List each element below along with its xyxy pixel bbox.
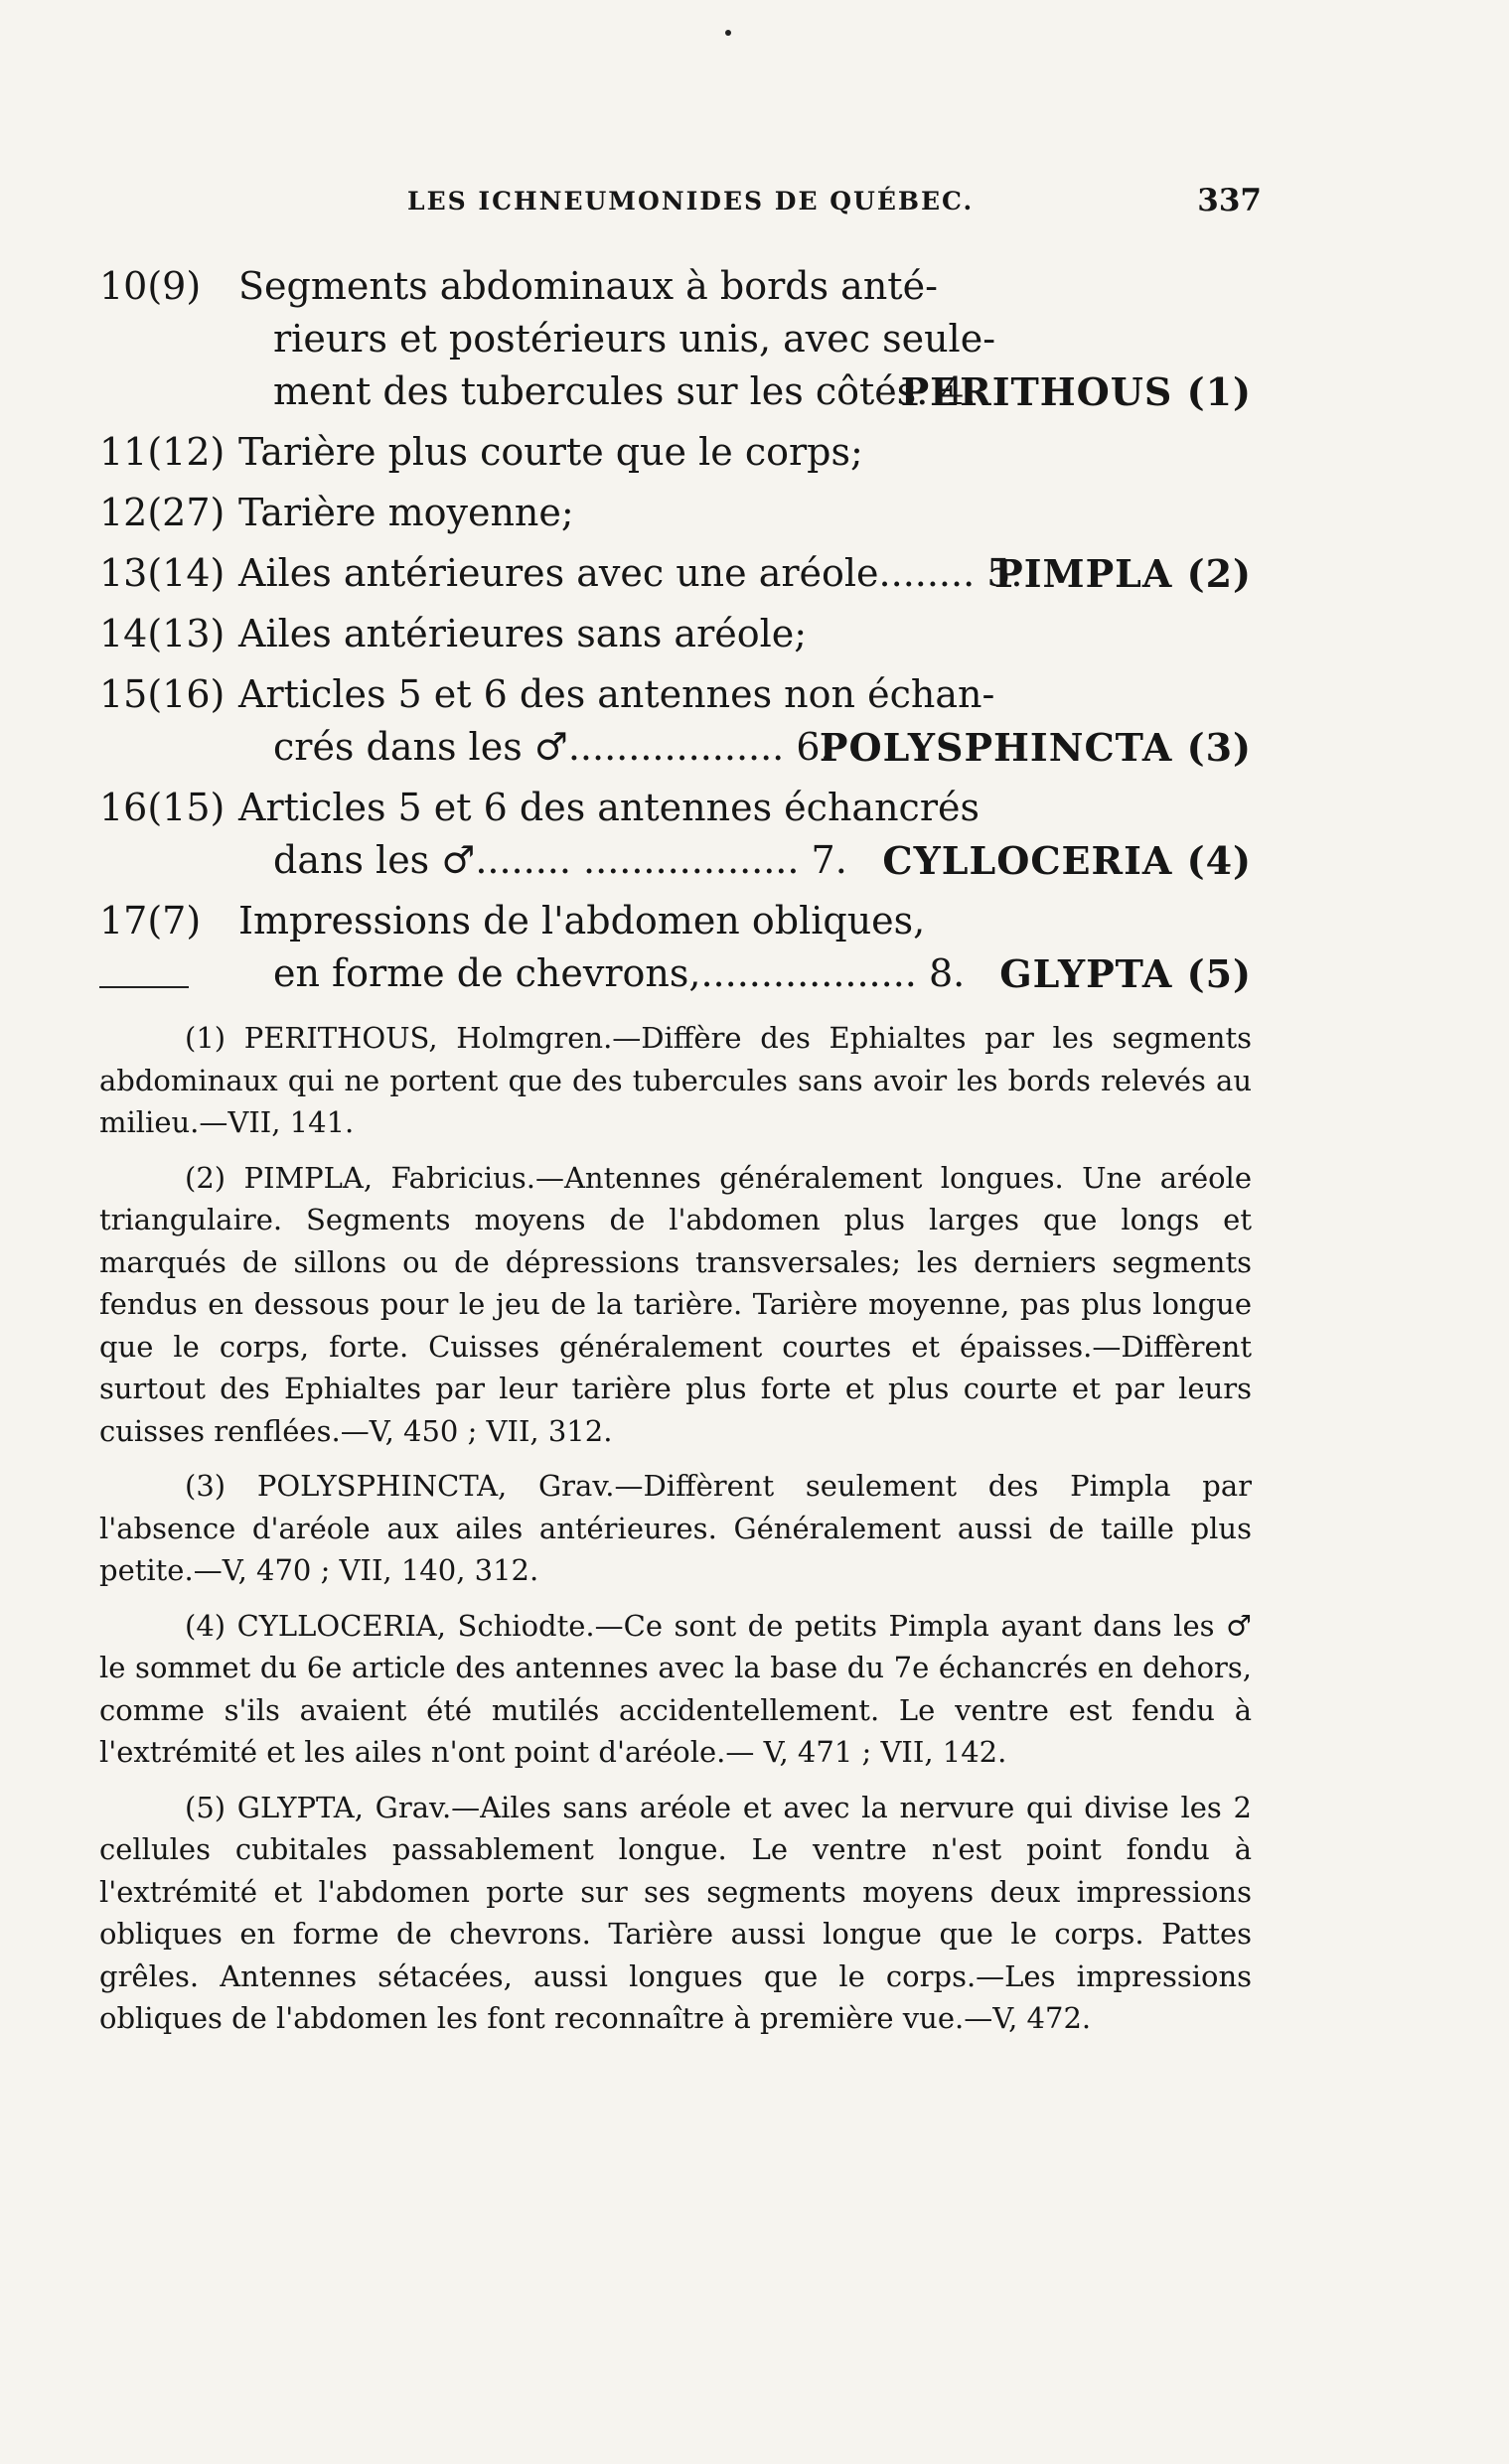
footnote xyxy=(99,1465,1252,1592)
key-entry xyxy=(99,895,1252,1008)
running-header xyxy=(407,183,1262,230)
key-line xyxy=(99,721,1252,774)
genus-name: POLYSPHINCTA (3) xyxy=(819,725,1252,770)
key-number: 16(15) xyxy=(99,786,226,829)
key-entry xyxy=(99,260,1252,426)
key-text: rieurs et postérieurs unis, avec seule- xyxy=(273,317,996,361)
key-text: Segments abdominaux à bords anté- xyxy=(238,264,938,308)
key-text: ment des tubercules sur les côtés. 4. xyxy=(273,369,977,413)
key-entry xyxy=(99,608,1252,668)
key-number: 14(13) xyxy=(99,612,226,655)
footnote xyxy=(99,1605,1252,1774)
footnote-text: (5) GLYPTA, Grav.—Ailes sans aréole et avec la nervure qui divise les 2 cellules cubitales passablement longue. Le ventre n'est point fondu à l'extrémité et l'abdomen porte sur ses segments moyens deux impressions obliques en forme de chevrons. Tarière aussi longue que le corps. Pattes grêles. Antennes sétacées, aussi longues que le corps.—Les impressions obliques de l'abdomen les font reconnaître à première vue.—V, 472. xyxy=(99,1790,1252,2035)
key-line xyxy=(99,668,1252,721)
key-line xyxy=(99,782,1252,834)
key-text: Articles 5 et 6 des antennes échancrés xyxy=(238,786,980,829)
identification-key xyxy=(99,260,1252,1008)
key-line xyxy=(99,313,1252,365)
footnote xyxy=(99,1017,1252,1144)
key-line xyxy=(99,608,1252,660)
key-text: dans les ♂........ .................. 7. xyxy=(273,838,847,882)
key-entry xyxy=(99,487,1252,547)
genus-name: CYLLOCERIA (4) xyxy=(882,838,1252,883)
key-text: en forme de chevrons,.................. 8. xyxy=(273,951,966,995)
key-number: 17(7) xyxy=(99,899,202,942)
key-line xyxy=(99,365,1252,418)
key-number: 13(14) xyxy=(99,551,226,595)
key-text: Impressions de l'abdomen obliques, xyxy=(238,899,926,942)
key-entry xyxy=(99,426,1252,487)
key-text: Ailes antérieures sans aréole; xyxy=(238,612,808,655)
key-number: 11(12) xyxy=(99,430,226,474)
key-line xyxy=(99,547,1252,600)
key-text: Tarière plus courte que le corps; xyxy=(238,430,863,474)
key-line xyxy=(99,947,1252,1000)
key-number: 10(9) xyxy=(99,264,202,308)
genus-name: GLYPTA (5) xyxy=(999,951,1252,996)
footnote-text: (4) CYLLOCERIA, Schiodte.—Ce sont de petits Pimpla ayant dans les ♂ le sommet du 6e article des antennes avec la base du 7e échancrés en dehors, comme s'ils avaient été mutilés accidentellement. Le ventre est fendu à l'extrémité et les ailes n'ont point d'aréole.— V, 471 ; VII, 142. xyxy=(99,1608,1252,1769)
running-title: LES ICHNEUMONIDES DE QUÉBEC. xyxy=(407,187,975,216)
footnotes xyxy=(99,1017,1252,2053)
genus-name: PERITHOUS (1) xyxy=(900,369,1252,414)
key-number: 15(16) xyxy=(99,672,226,716)
footnote-text: (1) PERITHOUS, Holmgren.—Diffère des Ephialtes par les segments abdominaux qui ne portent que des tubercules sans avoir les bords relevés au milieu.—VII, 141. xyxy=(99,1021,1252,1139)
key-entry xyxy=(99,782,1252,895)
ink-speck xyxy=(725,30,731,36)
footnote-rule xyxy=(99,986,189,988)
page-number: 337 xyxy=(1197,183,1262,218)
key-line xyxy=(99,260,1252,313)
key-text: Articles 5 et 6 des antennes non échan- xyxy=(238,672,995,716)
key-text: Tarière moyenne; xyxy=(238,491,574,534)
footnote-text: (3) POLYSPHINCTA, Grav.—Diffèrent seulement des Pimpla par l'absence d'aréole aux ailes antérieures. Généralement aussi de taille plus petite.—V, 470 ; VII, 140, 312. xyxy=(99,1469,1252,1587)
key-line xyxy=(99,487,1252,539)
key-entry xyxy=(99,547,1252,608)
key-number: 12(27) xyxy=(99,491,226,534)
key-line xyxy=(99,895,1252,947)
footnote-text: (2) PIMPLA, Fabricius.—Antennes généralement longues. Une aréole triangulaire. Segments moyens de l'abdomen plus larges que longs et marqués de sillons ou de dépressions transversales; les derniers segments fendus en dessous pour le jeu de la tarière. Tarière moyenne, pas plus longue que le corps, forte. Cuisses généralement courtes et épaisses.—Diffèrent surtout des Ephialtes par leur tarière plus forte et plus courte et par leurs cuisses renflées.—V, 450 ; VII, 312. xyxy=(99,1160,1252,1448)
key-entry xyxy=(99,668,1252,782)
key-text: crés dans les ♂.................. 6. xyxy=(273,725,832,769)
footnote xyxy=(99,1157,1252,1453)
key-line xyxy=(99,834,1252,887)
footnote xyxy=(99,1787,1252,2040)
key-text: Ailes antérieures avec une aréole........ 5. xyxy=(238,551,1023,595)
genus-name: PIMPLA (2) xyxy=(994,551,1252,596)
key-line xyxy=(99,426,1252,479)
